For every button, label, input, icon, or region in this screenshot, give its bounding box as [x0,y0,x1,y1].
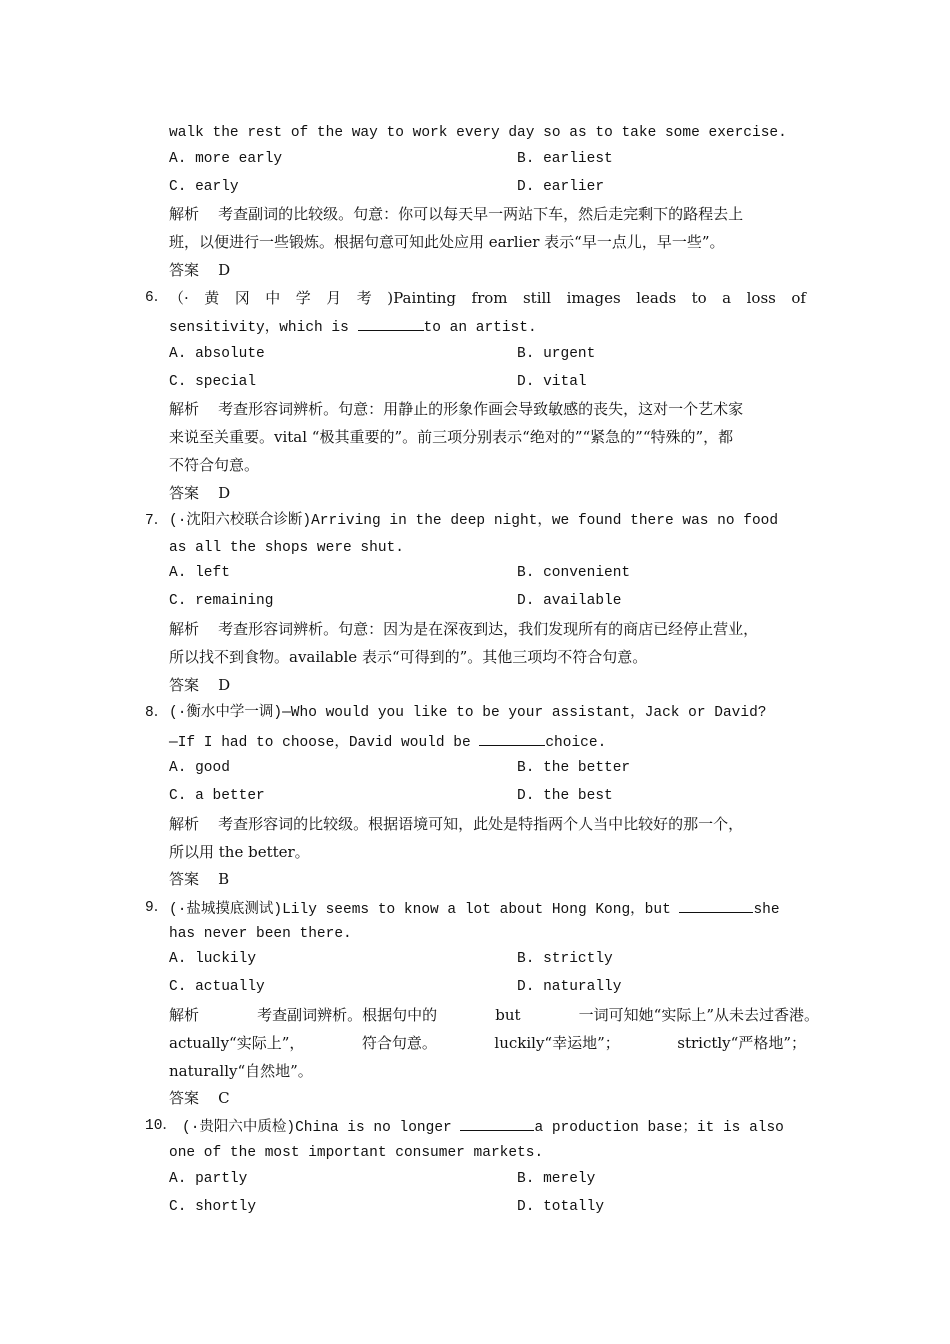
q7-option-d: D. available [517,593,622,609]
q8-option-a: A. good [169,760,230,776]
q9-stem-line-2: has never been there. [169,926,352,942]
answer-blank [358,316,424,331]
q8-option-c: C. a better [169,788,265,804]
q5-analysis-line-2: 班，以便进行一些锻炼。根据句意可知此处应用 earlier 表示“早一点儿，早一些”。 [169,233,725,251]
q9-analysis-line-1: 解析 考查副词辨析。根据句中的 but 一词可知她“实际上”从未去过香港。 [169,1006,819,1024]
q7-option-b: B. convenient [517,565,631,581]
q8-analysis-line-2: 所以用 the better。 [169,843,310,861]
q5-option-d: D. earlier [517,179,605,195]
q5-answer: 答案 D [169,261,231,279]
q6-number: 6． [145,290,169,306]
q8-stem-line-2: —If I had to choose，David would be choice. [169,731,606,753]
q6-option-b: B. urgent [517,346,596,362]
q6-stem-line-2: sensitivity，which is to an artist. [169,316,537,338]
q8-option-d: D. the best [517,788,613,804]
q7-number: 7． [145,513,169,529]
q6-option-a: A. absolute [169,346,265,362]
q7-analysis-line-2: 所以找不到食物。available 表示“可得到的”。其他三项均不符合句意。 [169,648,648,666]
q7-option-a: A. left [169,565,230,581]
q6-answer: 答案 D [169,484,231,502]
q9-option-d: D. naturally [517,979,622,995]
q10-option-c: C. shortly [169,1199,257,1215]
q6-analysis-line-1: 解析 考查形容词辨析。句意：用静止的形象作画会导致敏感的丧失，这对一个艺术家 [169,400,744,418]
q8-answer: 答案 B [169,870,230,888]
q9-answer: 答案 C [169,1089,230,1107]
q7-answer: 答案 D [169,676,231,694]
q5-option-a: A. more early [169,151,283,167]
q7-analysis-line-1: 解析 考查形容词辨析。句意：因为是在深夜到达，我们发现所有的商店已经停止营业， [169,620,759,638]
q10-stem-line-1: (·贵阳六中质检)China is no longer a production base；it is also [182,1116,784,1138]
q7-option-c: C. remaining [169,593,274,609]
q8-option-b: B. the better [517,760,631,776]
q6-option-c: C. special [169,374,257,390]
q8-analysis-line-1: 解析 考查形容词的比较级。根据语境可知，此处是特指两个人当中比较好的那一个， [169,815,744,833]
q9-option-a: A. luckily [169,951,257,967]
q10-stem-line-2: one of the most important consumer markets. [169,1145,544,1161]
q10-option-d: D. totally [517,1199,605,1215]
q6-option-d: D. vital [517,374,587,390]
answer-blank [460,1116,534,1131]
answer-blank [479,731,545,746]
q10-option-a: A. partly [169,1171,248,1187]
q10-option-b: B. merely [517,1171,596,1187]
q8-stem-line-1: (·衡水中学一调)—Who would you like to be your assistant，Jack or David? [169,705,767,721]
q5-analysis-line-1: 解析 考查副词的比较级。句意：你可以每天早一两站下车，然后走完剩下的路程去上 [169,205,744,223]
q9-analysis-line-2: actually“实际上”， 符合句意。 luckily“幸运地”； strictly“严格地”； [169,1034,806,1052]
q7-stem-line-1: (·沈阳六校联合诊断)Arriving in the deep night，we found there was no food [169,513,779,529]
q7-stem-line-2: as all the shops were shut. [169,540,404,556]
q10-number: 10． [145,1118,177,1134]
q6-analysis-line-3: 不符合句意。 [169,456,260,474]
q9-stem-line-1: (·盐城摸底测试)Lily seems to know a lot about Hong Kong，but she [169,898,780,920]
q9-number: 9． [145,900,169,916]
q5-stem-tail: walk the rest of the way to work every day so as to take some exercise. [169,125,787,141]
answer-blank [679,898,753,913]
q6-analysis-line-2: 来说至关重要。vital “极其重要的”。前三项分别表示“绝对的”“紧急的”“特殊的”，都 [169,428,734,446]
q9-analysis-line-3: naturally“自然地”。 [169,1062,313,1080]
q9-option-c: C. actually [169,979,265,995]
q5-option-c: C. early [169,179,239,195]
q9-option-b: B. strictly [517,951,613,967]
q5-option-b: B. earliest [517,151,613,167]
q8-number: 8． [145,705,169,721]
q6-stem-line-1: （· 黄 冈 中 学 月 考 )Painting from still images leads to a loss of [169,289,806,307]
